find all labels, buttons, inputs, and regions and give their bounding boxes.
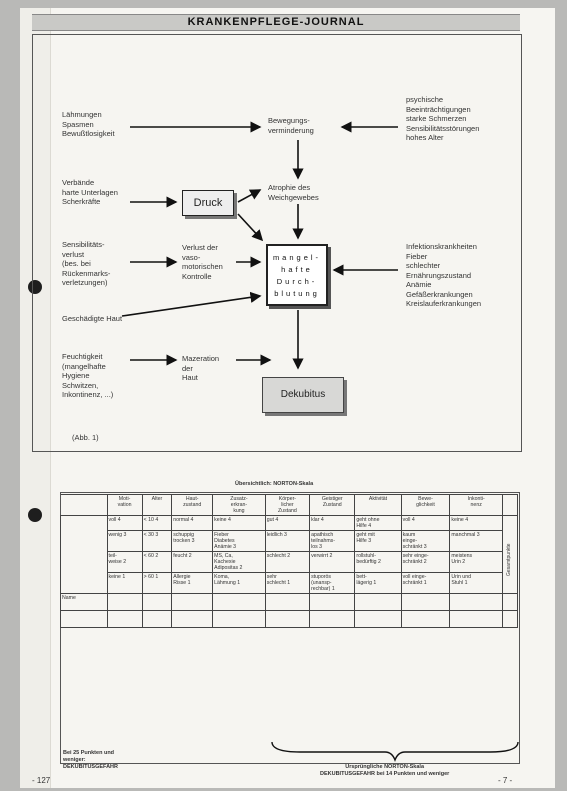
table-cell: meistens Urin 2	[450, 552, 503, 573]
table-cell: klar 4	[310, 516, 355, 531]
cause-vasomotor: Verlust der vaso- motorischen Kontrolle	[182, 243, 223, 281]
cause-moisture: Feuchtigkeit (mangelhafte Hygiene Schwitzen, Inkontinenz, ...)	[62, 352, 114, 399]
table-cell: normal 4	[172, 516, 213, 531]
table-cell: leidlich 3	[265, 531, 309, 552]
table-header: Inkonti- nenz	[450, 495, 503, 516]
table-cell: apathisch teilnahms- los 3	[310, 531, 355, 552]
table-cell: manchmal 3	[450, 531, 503, 552]
table-cell: < 60 2	[142, 552, 172, 573]
table-cell: Koma, Lähmung 1	[213, 573, 266, 594]
table-cell: gut 4	[265, 516, 309, 531]
table-header: Zusatz- erkran- kung	[213, 495, 266, 516]
cause-sensibility: Sensibilitäts- verlust (bes. bei Rückenmarks- verletzungen)	[62, 240, 111, 287]
table-cell: voll 4	[107, 516, 142, 531]
table-cell: sehr einge- schränkt 2	[401, 552, 450, 573]
journal-title: KRANKENPFLEGE-JOURNAL	[32, 14, 520, 31]
page-number-left: - 127	[32, 776, 51, 785]
cause-infection: Infektionskrankheiten Fieber schlechter Ernährungszustand Anämie Gefäßerkrankungen Kreislauferkrankungen	[406, 242, 482, 308]
table-cell: keine 4	[213, 516, 266, 531]
table-cell: Fieber Diabetes Anämie 3	[213, 531, 266, 552]
table-cell: keine 1	[107, 573, 142, 594]
table-cell: wenig 3	[107, 531, 142, 552]
table-cell: > 60 1	[142, 573, 172, 594]
table-cell: voll einge- schränkt 1	[401, 573, 450, 594]
decubitus-box: Dekubitus	[262, 377, 344, 413]
figure-label: (Abb. 1)	[72, 433, 99, 442]
cause-maceration: Mazeration der Haut	[182, 354, 220, 382]
table-cell: voll 4	[401, 516, 450, 531]
norton-heading: Übersichtlich: NORTON-Skala	[235, 481, 314, 487]
table-header: Moti- vation	[107, 495, 142, 516]
cause-atrophy: Atrophie des Weichgewebes	[268, 183, 319, 202]
pressure-box: Druck	[182, 190, 234, 216]
table-cell: teil- weise 2	[107, 552, 142, 573]
cause-dressings: Verbände harte Unterlagen Scherkräfte	[62, 178, 118, 206]
table-cell: kaum einge- schränkt 3	[401, 531, 450, 552]
table-cell: geht ohne Hilfe 4	[355, 516, 401, 531]
name-label: Name	[61, 594, 108, 611]
table-cell: sehr schlecht 1	[265, 573, 309, 594]
table-cell: schuppig trocken 3	[172, 531, 213, 552]
table-cell: < 30 3	[142, 531, 172, 552]
table-cell: keine 4	[450, 516, 503, 531]
table-header: Alter	[142, 495, 172, 516]
table-cell: Allergie Risse 1	[172, 573, 213, 594]
cause-movement: Bewegungs- verminderung	[268, 116, 314, 135]
table-cell: verwirrt 2	[310, 552, 355, 573]
cause-psychological: psychische Beeinträchtigungen starke Schmerzen Sensibilitätsstörungen hohes Alter	[406, 95, 480, 142]
norton-caption: Ursprüngliche NORTON-Skala DEKUBITUSGEFAHR bei 14 Punkten und weniger	[320, 764, 450, 777]
cause-paralysis: Lähmungen Spasmen Bewußtlosigkeit	[62, 110, 115, 138]
table-header: Haut- zustand	[172, 495, 213, 516]
table-cell: < 10 4	[142, 516, 172, 531]
table-cell: feucht 2	[172, 552, 213, 573]
table-header: Geistiger Zustand	[310, 495, 355, 516]
table-cell: schlecht 2	[265, 552, 309, 573]
table-cell: Urin und Stuhl 1	[450, 573, 503, 594]
table-header: Aktivität	[355, 495, 401, 516]
table-cell: geht mit Hilfe 3	[355, 531, 401, 552]
page-number-right: - 7 -	[498, 776, 513, 785]
table-header: Körper- licher Zustand	[265, 495, 309, 516]
poor-circulation-box: mangel- hafte Durch- blutung	[266, 244, 328, 306]
table-header: Bewe- glichkeit	[401, 495, 450, 516]
table-cell: MS, Ca, Kachexie Adipositas 2	[213, 552, 266, 573]
total-points-label: Gesamtpunkte	[506, 543, 512, 576]
table-cell: rollstuhl- bedürftig 2	[355, 552, 401, 573]
table-cell: bett- lägerig 1	[355, 573, 401, 594]
table-cell: stuporös (unansp- rechbar) 1	[310, 573, 355, 594]
cause-damaged-skin: Geschädigte Haut	[62, 314, 123, 323]
risk-note: Bei 25 Punkten und weniger: DEKUBITUSGEFAHR	[63, 750, 119, 770]
